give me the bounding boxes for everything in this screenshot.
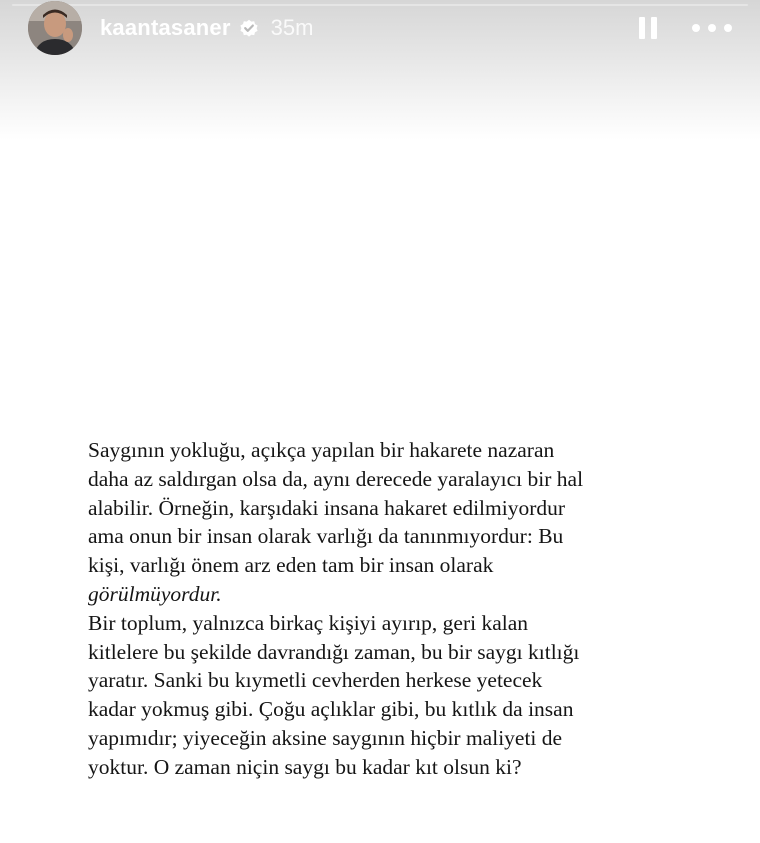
story-header (28, 0, 732, 56)
pause-icon (639, 17, 645, 39)
text-line: yaratır. Sanki bu kıymetli cevherden herkese yetecek (88, 668, 543, 693)
text-line: alabilir. Örneğin, karşıdaki insana hakaret edilmiyordur (88, 495, 566, 520)
more-options-icon (692, 24, 700, 32)
text-line: kadar yokmuş gibi. Çoğu açlıklar gibi, bu kıtlık da insan (88, 697, 574, 722)
text-line: Saygının yokluğu, açıkça yapılan bir hakarete nazaran (88, 438, 555, 462)
text-line: Bir toplum, yalnızca birkaç kişiyi ayırıp, geri kalan (88, 610, 529, 635)
more-options-dot (724, 24, 732, 32)
text-line-italic: görülmüyordur. (88, 581, 222, 606)
more-options-dot (708, 24, 716, 32)
pause-button[interactable] (634, 14, 662, 42)
more-options-button[interactable] (692, 14, 732, 42)
username[interactable]: kaantasaner (100, 15, 231, 40)
text-line: yapımıdır; yiyeceğin aksine saygının hiçbir maliyeti de (88, 725, 563, 750)
pause-icon-bar (651, 17, 657, 39)
verified-badge-icon (239, 18, 259, 38)
text-line: yoktur. O zaman niçin saygı bu kadar kıt olsun ki? (88, 754, 522, 779)
text-line: ama onun bir insan olarak varlığı da tanınmıyordur: Bu (88, 524, 564, 549)
text-line: daha az saldırgan olsa da, aynı derecede yaralayıcı bir hal (88, 466, 584, 491)
text-line: kişi, varlığı önem arz eden tam bir insan olarak (88, 553, 494, 578)
avatar[interactable] (28, 1, 82, 55)
story-text-block (88, 436, 728, 782)
profile-photo (28, 1, 82, 55)
text-line: kitlelere bu şekilde davrandığı zaman, bu bir saygı kıtlığı (88, 639, 580, 664)
post-time: 35m (270, 15, 314, 40)
